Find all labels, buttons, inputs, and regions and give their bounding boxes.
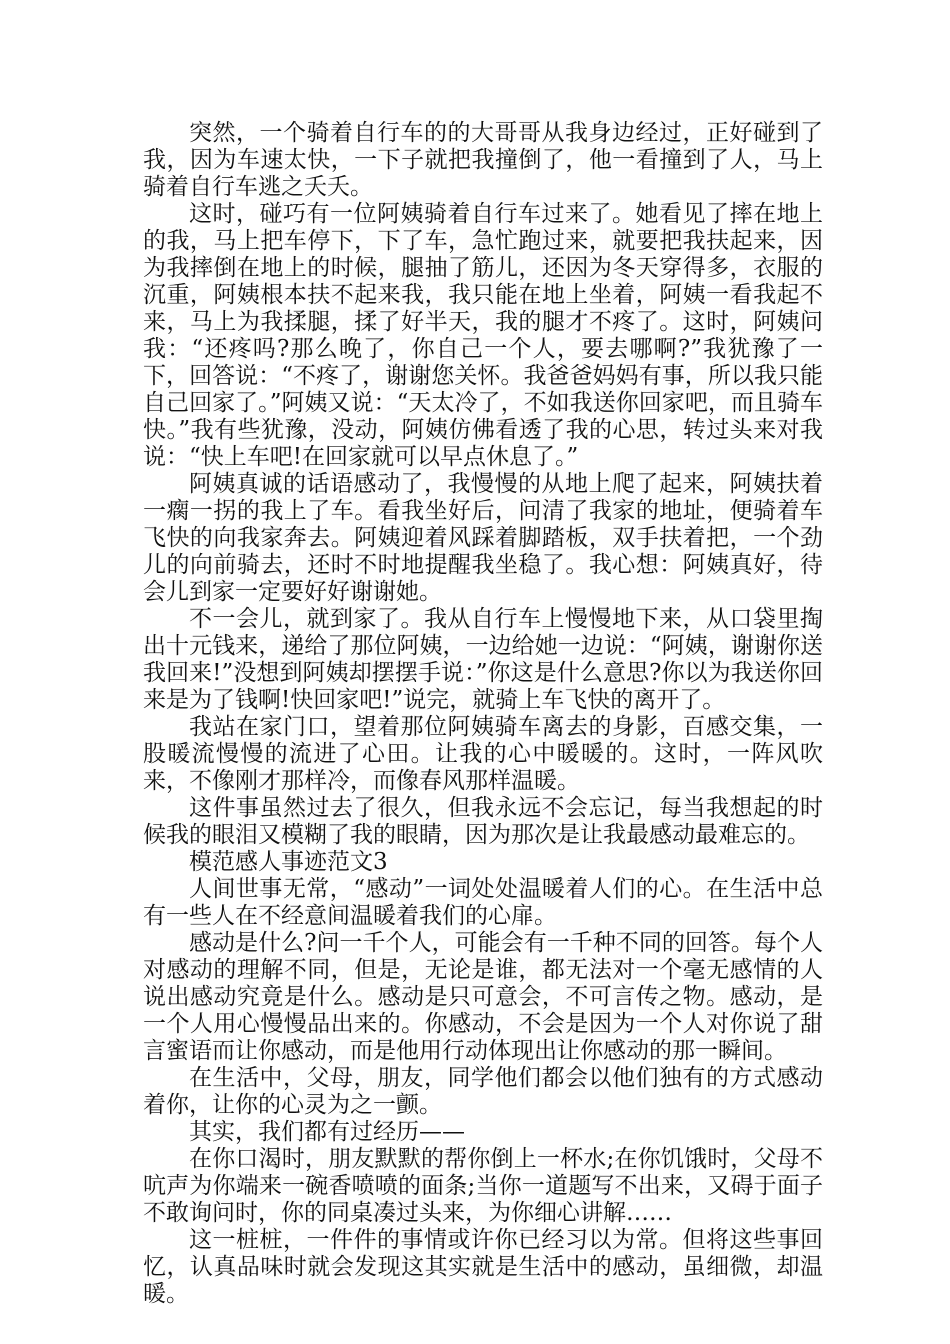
paragraph: 其实，我们都有过经历——: [189, 1119, 465, 1145]
section-heading: 模范感人事迹范文3: [189, 849, 388, 875]
paragraph: 在你口渴时，朋友默默的帮你倒上一杯水;在你饥饿时，父母不吭声为你端来一碗香喷喷的面条;当你一道题写不出来，又碍于面子不敢询问时，你的同桌凑过头来，为你细心讲解……: [143, 1146, 823, 1226]
paragraph: 在生活中，父母，朋友，同学他们都会以他们独有的方式感动着你，让你的心灵为之一颤。: [143, 1065, 823, 1118]
paragraph: 这时，碰巧有一位阿姨骑着自行车过来了。她看见了摔在地上的我，马上把车停下，下了车，急忙跑过来，就要把我扶起来，因为我摔倒在地上的时候，腿抽了筋儿，还因为冬天穿得多，衣服的沉重，阿姨根本扶不起来我，我只能在地上坐着，阿姨一看我起不来，马上为我揉腿，揉了好半天，我的腿才不疼了。这时，阿姨问我：“还疼吗?那么晚了，你自己一个人，要去哪啊?”我犹豫了一下，回答说：“不疼了，谢谢您关怀。我爸爸妈妈有事，所以我只能自己回家了。”阿姨又说：“天太冷了，不如我送你回家吧，而且骑车快。”我有些犹豫，没动，阿姨仿佛看透了我的心思，转过头来对我说：“快上车吧!在回家就可以早点休息了。”: [143, 201, 823, 470]
document-body: [143, 120, 823, 1308]
paragraph: 这件事虽然过去了很久，但我永远不会忘记，每当我想起的时候我的眼泪又模糊了我的眼睛，因为那次是让我最感动最难忘的。: [143, 795, 823, 848]
paragraph: 人间世事无常，“感动”一词处处温暖着人们的心。在生活中总有一些人在不经意间温暖着我们的心扉。: [143, 876, 823, 929]
paragraph: 突然，一个骑着自行车的的大哥哥从我身边经过，正好碰到了我，因为车速太快，一下子就把我撞倒了，他一看撞到了人，马上骑着自行车逃之夭夭。: [143, 120, 823, 200]
paragraph: 感动是什么?问一千个人，可能会有一千种不同的回答。每个人对感动的理解不同，但是，无论是谁，都无法对一个毫无感情的人说出感动究竟是什么。感动是只可意会，不可言传之物。感动，是一个人用心慢慢品出来的。你感动，不会是因为一个人对你说了甜言蜜语而让你感动，而是他用行动体现出让你感动的那一瞬间。: [143, 930, 823, 1064]
paragraph: 不一会儿，就到家了。我从自行车上慢慢地下来，从口袋里掏出十元钱来，递给了那位阿姨，一边给她一边说：“阿姨，谢谢你送我回来!”没想到阿姨却摆摆手说：”你这是什么意思?你以为我送你回来是为了钱啊!快回家吧!”说完，就骑上车飞快的离开了。: [143, 606, 823, 713]
paragraph: 我站在家门口，望着那位阿姨骑车离去的身影，百感交集，一股暖流慢慢的流进了心田。让我的心中暖暖的。这时，一阵风吹来，不像刚才那样冷，而像春风那样温暖。: [143, 714, 823, 794]
paragraph: 阿姨真诚的话语感动了，我慢慢的从地上爬了起来，阿姨扶着一瘸一拐的我上了车。看我坐好后，问清了我家的地址，便骑着车飞快的向我家奔去。阿姨迎着风踩着脚踏板，双手扶着把，一个劲儿的向前骑去，还时不时地提醒我坐稳了。我心想：阿姨真好，待会儿到家一定要好好谢谢她。: [143, 471, 823, 605]
paragraph: 这一桩桩，一件件的事情或许你已经习以为常。但将这些事回忆，认真品味时就会发现这其实就是生活中的感动，虽细微，却温暖。: [143, 1227, 823, 1307]
